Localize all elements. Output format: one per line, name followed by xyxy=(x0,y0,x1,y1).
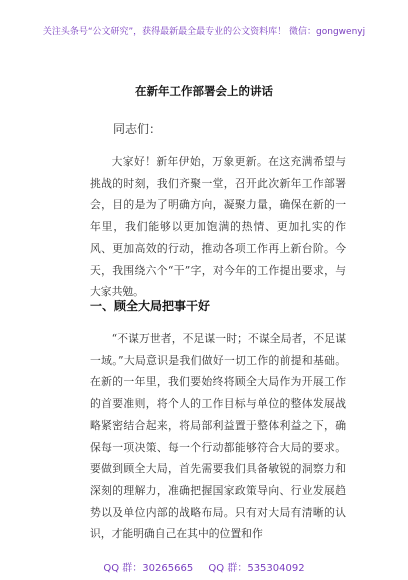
salutation: 同志们： xyxy=(113,122,162,136)
footer-qq-group-2: QQ 群：535304092 xyxy=(208,563,305,574)
intro-paragraph: 大家好！新年伊始，万象更新。在这充满希望与挑战的时刻，我们齐聚一堂，召开此次新年工作部署会，目的是为了明确方向，凝聚力量，确保在新的一年里，我们能够以更加饱满的热情、更加扎实的作风、更加高效的行动，推动各项工作再上新台阶。今天，我围绕六个“干”字，对今年的工作提出要求，与大家共勉。 xyxy=(90,155,346,299)
section-heading: 一、顾全大局把事干好 xyxy=(90,299,211,313)
document-title: 在新年工作部署会上的讲话 xyxy=(135,84,273,98)
section1-paragraph: “不谋万世者，不足谋一时；不谋全局者，不足谋一域。”大局意识是我们做好一切工作的前提和基础。在新的一年里，我们要始终将顾全大局作为开展工作的首要准则，将个人的工作目标与单位的整体发展战略紧密结合起来，将局部利益置于整体利益之下，确保每一项决策、每一个行动都能够符合大局的要求。要做到顾全大局，首先需要我们具备敏锐的洞察力和深刻的理解力，准确把握国家政策导向、行业发展趋势以及单位内部的战略布局。只有对大局有清晰的认识，才能明确自己在其中的位置和作 xyxy=(90,332,346,541)
header-note: 关注头条号“公文研究”，获得最新最全最专业的公文资料库！ 微信：gongwenyj xyxy=(42,27,366,37)
footer xyxy=(0,559,408,574)
footer-qq-group-1: QQ 群：30265665 xyxy=(103,563,194,574)
